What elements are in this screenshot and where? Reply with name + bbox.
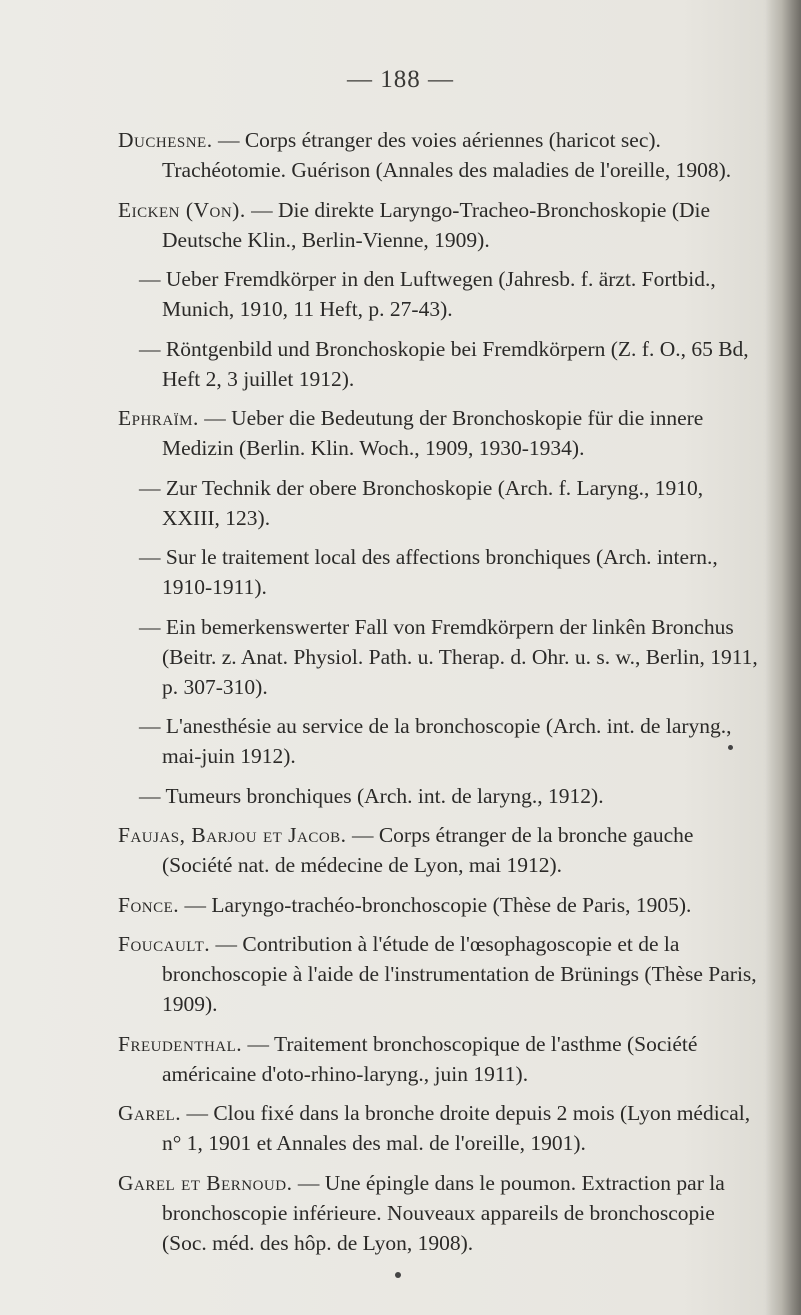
- ink-speck: [728, 745, 733, 750]
- entry-author: Foucault.: [118, 932, 211, 956]
- entry-text: — Ein bemerkenswerter Fall von Fremdkörpern der linkên Bronchus (Beitr. z. Anat. Physiol. Path. u. Therap. d. Ohr. u. s. w., Berlin, 1911, p. 307-310).: [139, 614, 758, 699]
- entry-text: — Corps étranger des voies aériennes (haricot sec). Trachéotomie. Guérison (Annales des maladies de l'oreille, 1908).: [162, 128, 732, 182]
- ink-speck: [395, 1272, 401, 1278]
- bibliography-entry: [118, 195, 763, 255]
- bibliography-list: [118, 125, 763, 1267]
- entry-author: Eicken (Von).: [118, 197, 246, 222]
- entry-text: — Laryngo-trachéo-bronchoscopie (Thèse de Paris, 1905).: [179, 892, 692, 917]
- entry-author: Freudenthal.: [118, 1031, 243, 1056]
- bibliography-entry: [118, 1098, 763, 1158]
- entry-text: — Zur Technik der obere Bronchoskopie (Arch. f. Laryng., 1910, XXIII, 123).: [139, 475, 704, 530]
- bibliography-entry: [118, 334, 763, 394]
- bibliography-entry: [118, 542, 763, 602]
- page-edge-shadow: [765, 0, 801, 1315]
- entry-author: Garel.: [118, 1101, 182, 1125]
- bibliography-entry: [118, 403, 763, 463]
- entry-author: Duchesne.: [118, 128, 213, 152]
- bibliography-entry: [118, 473, 763, 533]
- entry-text: — Sur le traitement local des affections bronchiques (Arch. intern., 1910-1911).: [139, 545, 718, 599]
- bibliography-entry: [118, 929, 763, 1019]
- entry-author: Garel et Bernoud.: [118, 1170, 293, 1195]
- entry-author: Fonce.: [118, 892, 180, 917]
- entry-text: — Clou fixé dans la bronche droite depuis 2 mois (Lyon médical, n° 1, 1901 et Annales des mal. de l'oreille, 1901).: [162, 1101, 751, 1155]
- entry-text: — Tumeurs bronchiques (Arch. int. de laryng., 1912).: [139, 783, 604, 808]
- bibliography-entry: [118, 711, 763, 771]
- entry-text: — L'anesthésie au service de la bronchoscopie (Arch. int. de laryng., mai-juin 1912).: [139, 714, 732, 768]
- page-number: — 188 —: [347, 66, 454, 93]
- entry-text: — Die direkte Laryngo-Tracheo-Bronchoskopie (Die Deutsche Klin., Berlin-Vienne, 1909).: [162, 197, 711, 252]
- entry-author: Faujas, Barjou et Jacob.: [118, 823, 347, 847]
- bibliography-entry: [118, 1168, 763, 1258]
- bibliography-entry: [118, 781, 763, 811]
- bibliography-entry: [118, 125, 763, 185]
- bibliography-entry: [118, 612, 763, 702]
- entry-text: — Ueber Fremdkörper in den Luftwegen (Jahresb. f. ärzt. Fortbid., Munich, 1910, 11 Heft, p. 27-43).: [139, 267, 716, 321]
- entry-text: — Contribution à l'étude de l'œsophagoscopie et de la bronchoscopie à l'aide de l'instrumentation de Brünings (Thèse Paris, 1909).: [162, 932, 757, 1016]
- entry-text: — Une épingle dans le poumon. Extraction par la bronchoscopie inférieure. Nouveaux appareils de bronchoscopie (Soc. méd. des hôp. de Lyon, 1908).: [162, 1170, 725, 1255]
- entry-text: — Traitement bronchoscopique de l'asthme (Société américaine d'oto-rhino-laryng., juin 1911).: [162, 1031, 698, 1086]
- entry-text: — Corps étranger de la bronche gauche (Société nat. de médecine de Lyon, mai 1912).: [162, 823, 694, 877]
- bibliography-entry: [118, 890, 763, 920]
- entry-text: — Röntgenbild und Bronchoskopie bei Fremdkörpern (Z. f. O., 65 Bd, Heft 2, 3 juillet 1912).: [139, 336, 749, 391]
- entry-text: — Ueber die Bedeutung der Bronchoskopie für die innere Medizin (Berlin. Klin. Woch., 1909, 1930-1934).: [162, 406, 704, 460]
- bibliography-entry: [118, 820, 763, 880]
- bibliography-entry: [118, 1029, 763, 1089]
- bibliography-entry: [118, 264, 763, 324]
- entry-author: Ephraïm.: [118, 406, 199, 430]
